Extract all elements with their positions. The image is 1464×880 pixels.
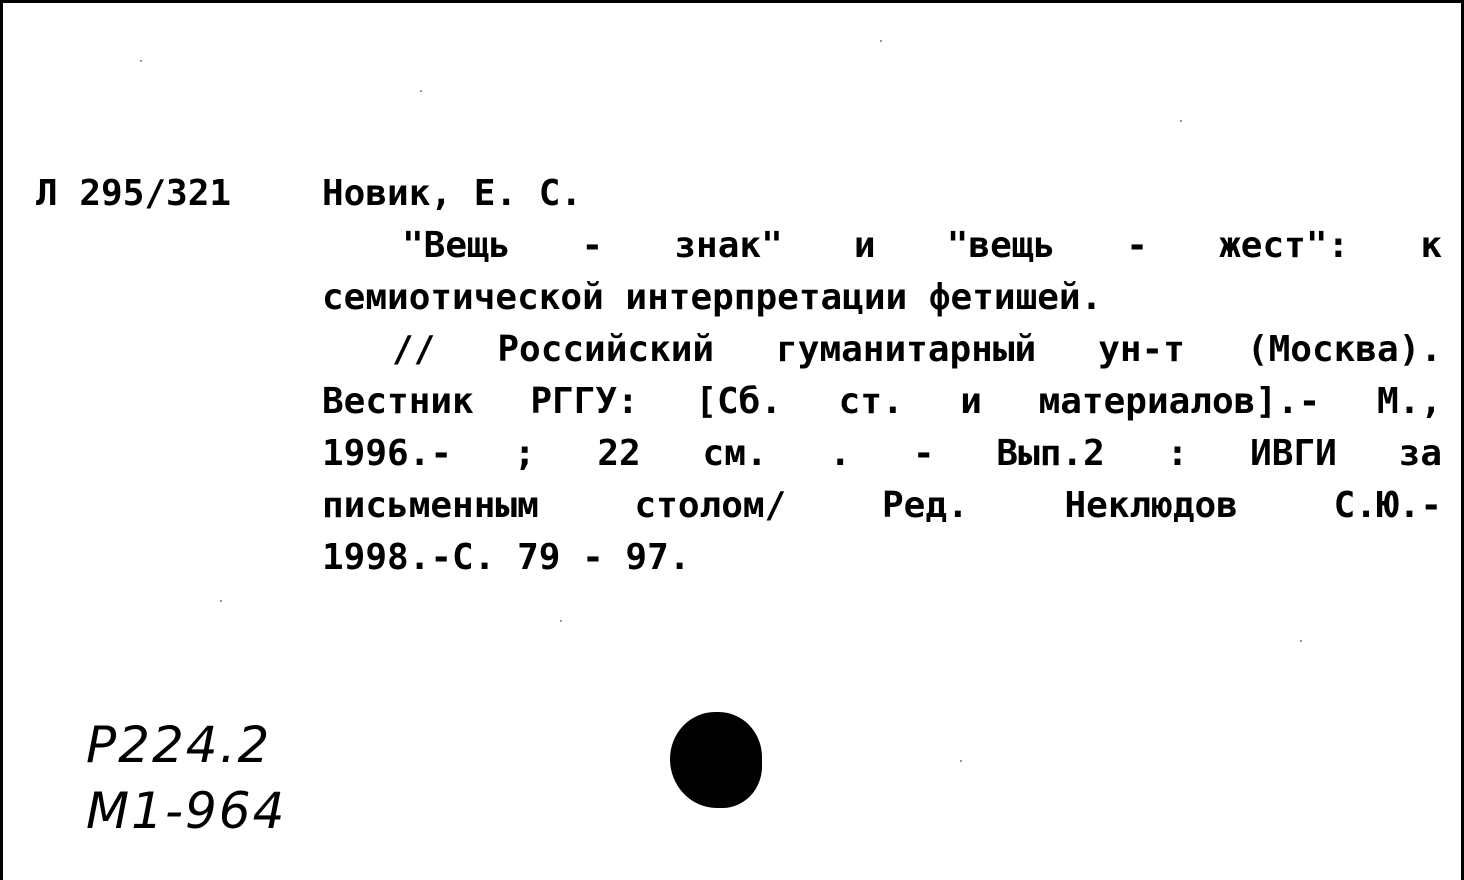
title-line: "Вещь - знак" и "вещь - жест": к (402, 225, 1442, 266)
scan-speck (560, 620, 562, 622)
source-line: // Российский гуманитарный ун-т (Москва). (392, 329, 1442, 370)
scan-speck (1180, 120, 1182, 122)
scan-speck (140, 60, 142, 62)
card-border-left (0, 0, 3, 880)
punch-hole (670, 712, 762, 808)
scan-speck (880, 40, 882, 42)
scan-speck (420, 90, 422, 92)
source-line: 1996.- ; 22 см. . - Вып.2 : ИВГИ за (322, 433, 1442, 474)
card-border-top (0, 0, 1464, 3)
author-line: Новик, Е. С. (322, 173, 583, 214)
handwritten-line: Р224.2 (86, 716, 272, 774)
handwritten-line: М1-964 (86, 782, 287, 840)
handwritten-call-number (86, 712, 286, 844)
bibliographic-entry (322, 168, 1442, 584)
scan-speck (1300, 640, 1302, 642)
scan-speck (220, 600, 222, 602)
scan-speck (960, 760, 962, 762)
source-line: письменным столом/ Ред. Неклюдов С.Ю.- (322, 485, 1442, 526)
source-line: 1998.-С. 79 - 97. (322, 537, 691, 578)
source-line: Вестник РГГУ: [Сб. ст. и материалов].- М., (322, 381, 1442, 422)
shelfmark: Л 295/321 (36, 173, 232, 214)
title-line: семиотической интерпретации фетишей. (322, 277, 1103, 318)
